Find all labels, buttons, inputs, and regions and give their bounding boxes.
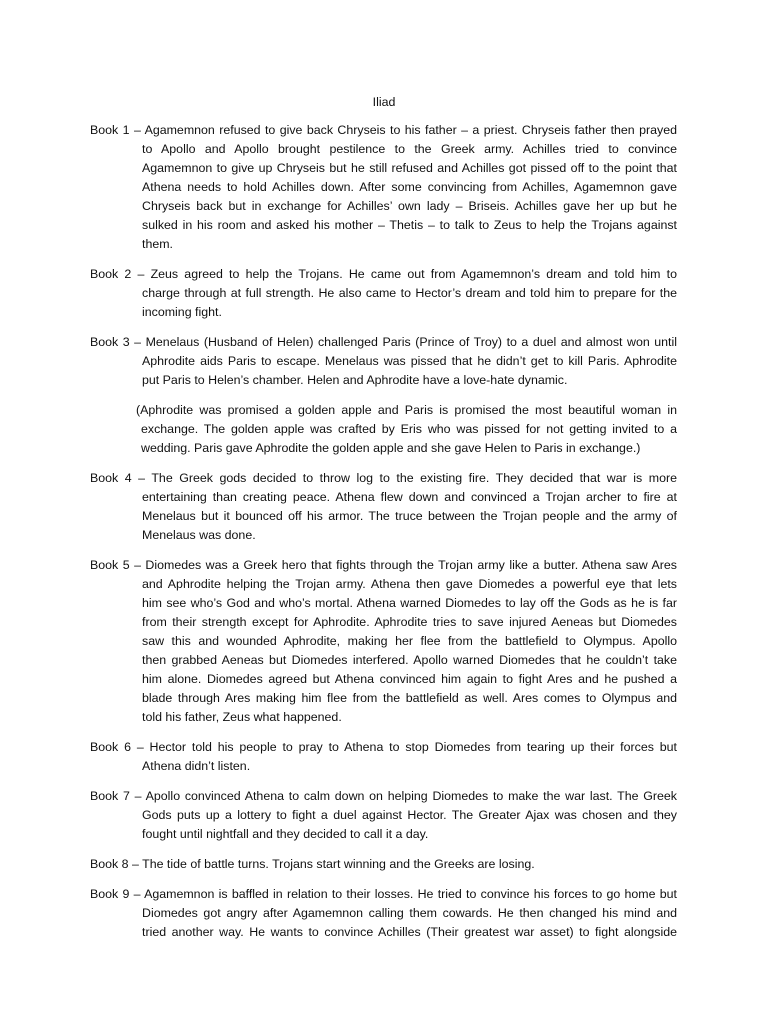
text-line: Book 2 – Zeus agreed to help the Trojans. He came out from Agamemnon’s dream and told him to	[90, 267, 677, 281]
text-line: Book 9 – Agamemnon is baffled in relation to their losses. He tried to convince his forces to go home but	[90, 887, 677, 901]
text-line: and Aphrodite helping the Trojan army. Athena then gave Diomedes a powerful eye that lets	[142, 577, 677, 591]
text-line: wedding. Paris gave Aphrodite the golden apple and she gave Helen to Paris in exchange.)	[141, 441, 641, 455]
text-line: them.	[142, 237, 173, 251]
text-line: Gods puts up a lottery to fight a duel against Hector. The Greater Ajax was chosen and they	[142, 808, 677, 822]
text-line: sulked in his room and asked his mother – Thetis – to talk to Zeus to help the Trojans against	[142, 218, 677, 232]
text-line: incoming fight.	[142, 305, 222, 319]
book-paragraph	[90, 265, 677, 322]
book-paragraph	[90, 556, 677, 727]
book-paragraph	[90, 855, 677, 874]
aside-paragraph	[90, 401, 677, 458]
text-line: Chryseis back but in exchange for Achilles’ own lady – Briseis. Achilles gave her up but he	[142, 199, 677, 213]
text-line: to Apollo and Apollo brought pestilence to the Greek army. Achilles tried to convince	[142, 142, 677, 156]
text-line: Aphrodite aids Paris to escape. Menelaus was pissed that he didn’t get to kill Paris. Aphrodite	[142, 354, 677, 368]
text-line: fought until nightfall and they decided to call it a day.	[142, 827, 429, 841]
text-line: Menelaus but it bounced off his armor. The truce between the Trojan people and the army of	[142, 509, 677, 523]
book-paragraph	[90, 738, 677, 776]
book-paragraph	[90, 787, 677, 844]
book-paragraph	[90, 469, 677, 545]
text-line: Book 1 – Agamemnon refused to give back Chryseis to his father – a priest. Chryseis father then prayed	[90, 123, 677, 137]
book-paragraph	[90, 885, 677, 942]
text-line: put Paris to Helen’s chamber. Helen and Aphrodite have a love-hate dynamic.	[142, 373, 568, 387]
text-line: then grabbed Aeneas but Diomedes interfered. Apollo warned Diomedes that he couldn’t take	[142, 653, 677, 667]
text-line: him see who’s God and who’s mortal. Athena warned Diomedes to lay off the Gods as he is far	[142, 596, 677, 610]
text-line: Book 3 – Menelaus (Husband of Helen) challenged Paris (Prince of Troy) to a duel and almost won until	[90, 335, 677, 349]
book-summaries	[90, 121, 677, 953]
text-line: Book 6 – Hector told his people to pray to Athena to stop Diomedes from tearing up their forces but	[90, 740, 677, 754]
book-paragraph	[90, 333, 677, 390]
book-paragraph	[90, 121, 677, 254]
text-line: him alone. Diomedes agreed but Athena convinced him again to fight Ares and he pushed a	[142, 672, 677, 686]
text-line: tried another way. He wants to convince Achilles (Their greatest war asset) to fight alongside	[142, 925, 677, 939]
text-line: Athena needs to hold Achilles down. After some convincing from Achilles, Agamemnon gave	[142, 180, 677, 194]
text-line: Book 8 – The tide of battle turns. Trojans start winning and the Greeks are losing.	[90, 857, 535, 871]
text-line: Diomedes got angry after Agamemnon calling them cowards. He then changed his mind and	[142, 906, 677, 920]
text-line: Agamemnon to give up Chryseis but he still refused and Achilles got pissed off to the point that	[142, 161, 677, 175]
text-line: blade through Ares making him flee from the battlefield as well. Ares comes to Olympus and	[142, 691, 677, 705]
text-line: told his father, Zeus what happened.	[142, 710, 342, 724]
text-line: (Aphrodite was promised a golden apple and Paris is promised the most beautiful woman in	[136, 403, 677, 417]
text-line: entertaining than creating peace. Athena flew down and convinced a Trojan archer to fire at	[142, 490, 677, 504]
text-line: Book 5 – Diomedes was a Greek hero that fights through the Trojan army like a butter. Athena saw Ares	[90, 558, 677, 572]
text-line: Menelaus was done.	[142, 528, 256, 542]
text-line: Book 4 – The Greek gods decided to throw log to the existing fire. They decided that war is more	[90, 471, 677, 485]
text-line: Book 7 – Apollo convinced Athena to calm down on helping Diomedes to make the war last. The Greek	[90, 789, 677, 803]
page-title: Iliad	[372, 95, 396, 109]
text-line: Athena didn’t listen.	[142, 759, 251, 773]
text-line: saw this and wounded Aphrodite, making her flee from the battlefield to Olympus. Apollo	[142, 634, 677, 648]
text-line: charge through at full strength. He also came to Hector’s dream and told him to prepare for the	[142, 286, 677, 300]
text-line: from their strength except for Aphrodite. Aphrodite tries to save injured Aeneas but Diomedes	[142, 615, 677, 629]
text-line: exchange. The golden apple was crafted by Eris who was pissed for not getting invited to a	[141, 422, 677, 436]
